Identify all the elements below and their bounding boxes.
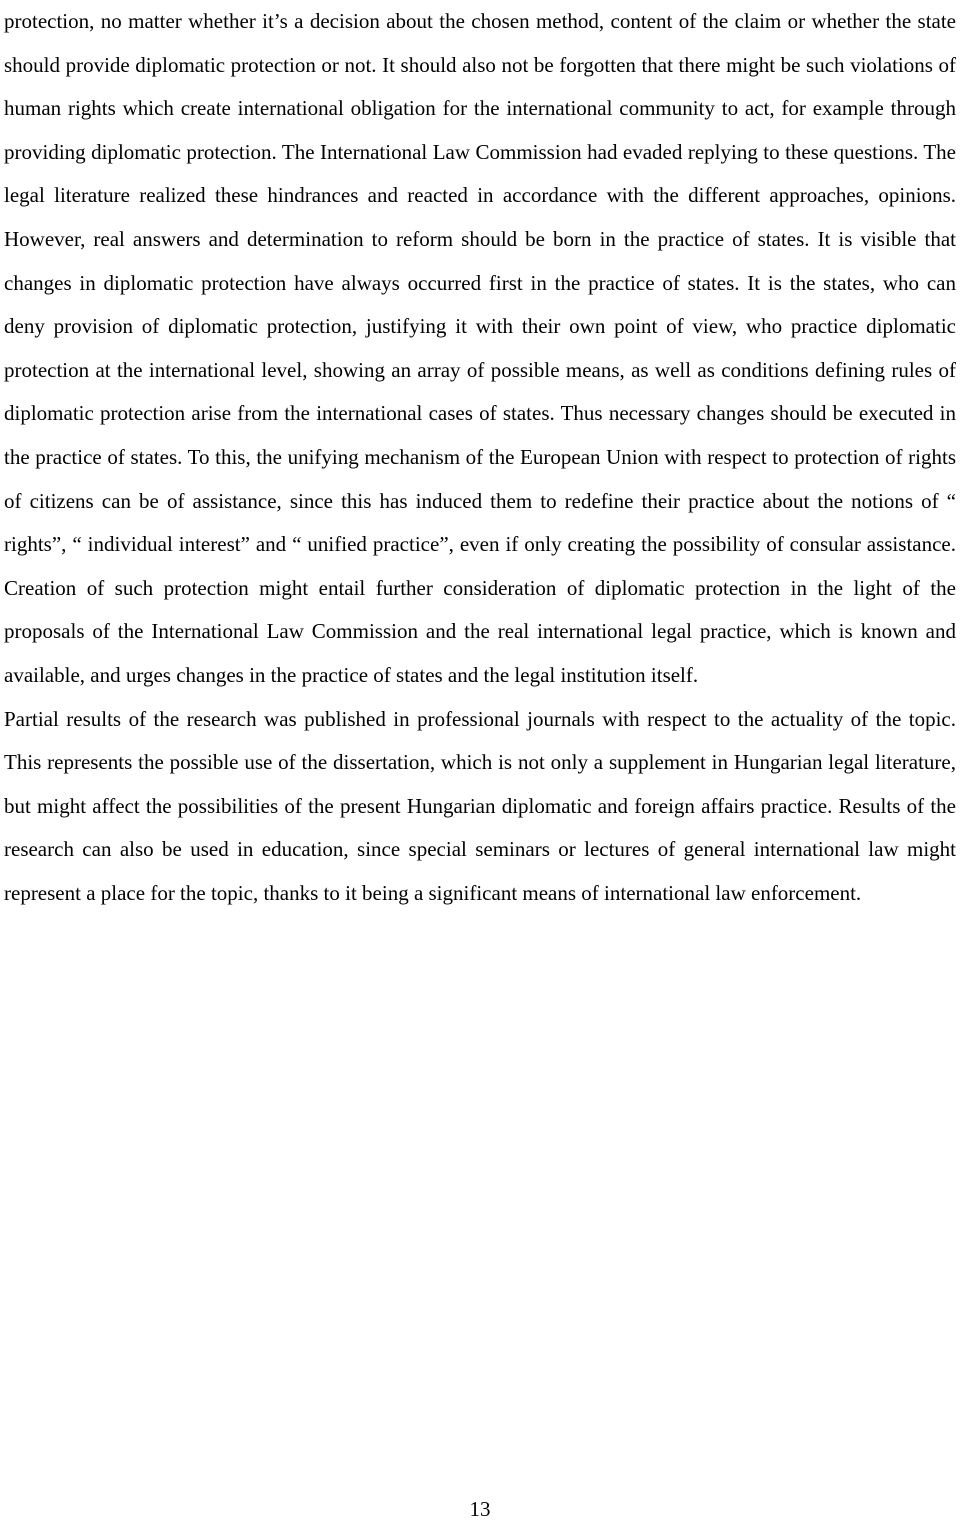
page-number: 13 [469, 1497, 491, 1521]
paragraph-1: protection, no matter whether it’s a decision about the chosen method, content of the claim or whether the state should provide diplomatic protection or not. It should also not be forgotten that there might be such violations of human rights which create international obligation for the international community to act, for example through providing diplomatic protection. The International Law Commission had evaded replying to these questions. The legal literature realized these hindrances and reacted in accordance with the different approaches, opinions. However, real answers and determination to reform should be born in the practice of states. It is visible that changes in diplomatic protection have always occurred first in the practice of states. It is the states, who can deny provision of diplomatic protection, justifying it with their own point of view, who practice diplomatic protection at the international level, showing an array of possible means, as well as conditions defining rules of diplomatic protection arise from the international cases of states. Thus necessary changes should be executed in the practice of states. To this, the unifying mechanism of the European Union with respect to protection of rights of citizens can be of assistance, since this has induced them to redefine their practice about the notions of “ rights”, “ individual interest” and “ unified practice”, even if only creating the possibility of consular assistance. Creation of such protection might entail further consideration of diplomatic protection in the light of the proposals of the International Law Commission and the real international legal practice, which is known and available, and urges changes in the practice of states and the legal institution itself. [4, 9, 956, 687]
body-text [4, 0, 956, 915]
paragraph-2: Partial results of the research was published in professional journals with respect to the actuality of the topic. This represents the possible use of the dissertation, which is not only a supplement in Hungarian legal literature, but might affect the possibilities of the present Hungarian diplomatic and foreign affairs practice. Results of the research can also be used in education, since special seminars or lectures of general international law might represent a place for the topic, thanks to it being a significant means of international law enforcement. [4, 706, 956, 905]
